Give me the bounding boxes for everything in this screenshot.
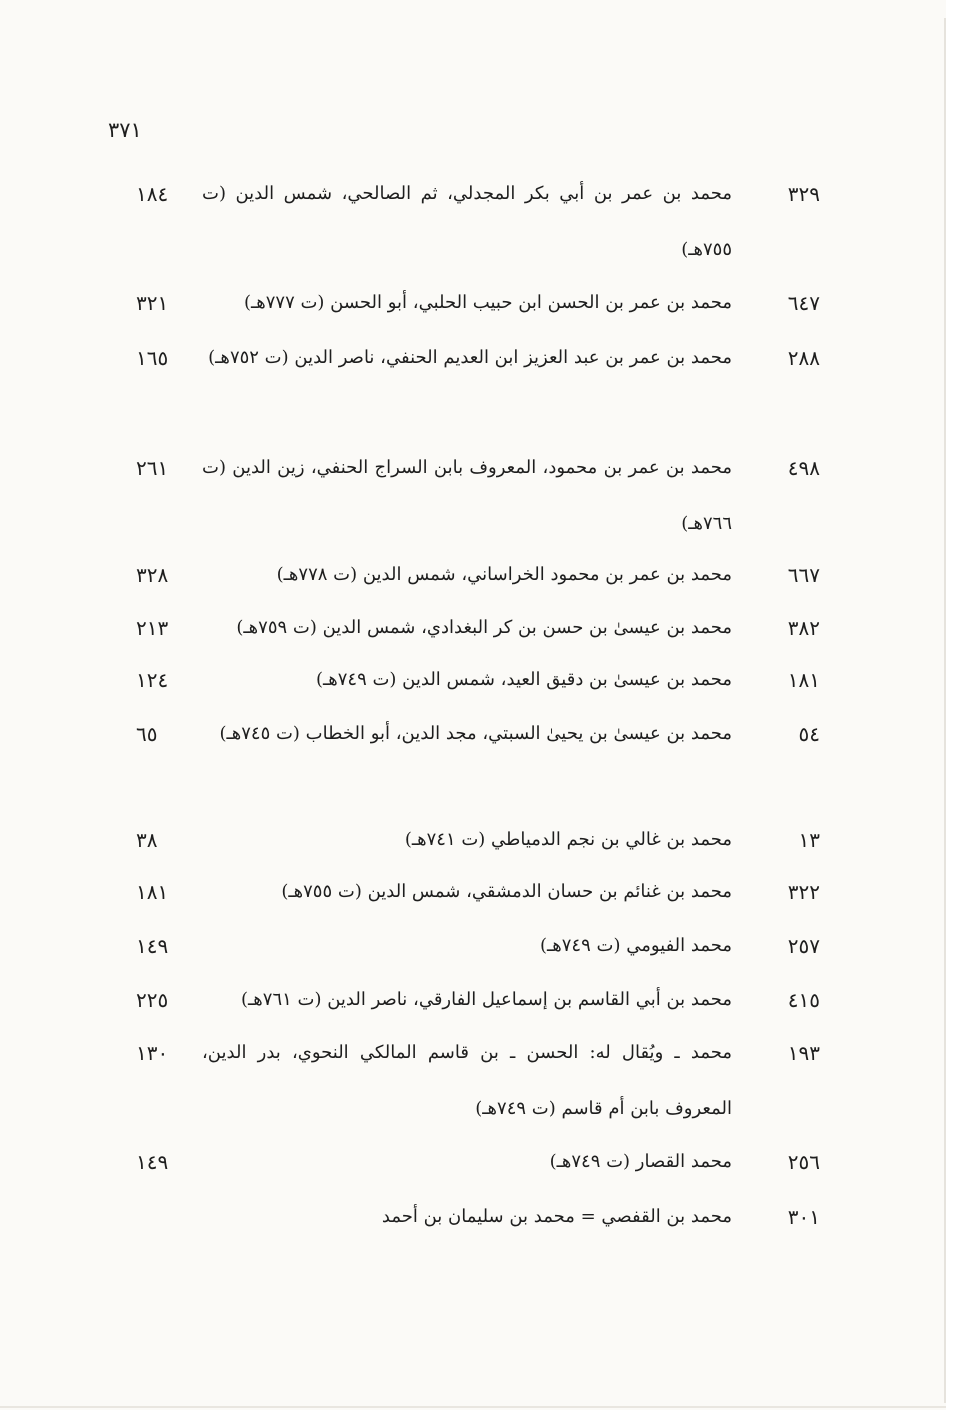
entry-text: محمد بن أبي القاسم بن إسماعيل الفارقي، ناصر الدين (ت ٧٦١هـ) [240,989,732,1010]
entry-text: محمد بن عمر بن أبي بكر المجدلي، ثم الصالحي، شمس الدين (ت ٧٥٥هـ) [202,183,732,260]
entry-number: ٣٠١ [787,1205,820,1229]
entry-number: ٢٨٨ [787,346,820,370]
entry-number: ٥٤ [798,722,820,746]
entry-number: ٦٦٧ [787,563,820,587]
entry-number: ٦٤٧ [787,291,820,315]
entry-number: ٤٩٨ [787,456,820,480]
entry-text: محمد بن عمر بن محمود، المعروف بابن السراج الحنفي، زين الدين (ت ٧٦٦هـ) [202,457,732,534]
entry-number: ١٣ [798,828,820,852]
entry-number: ١٩٣ [787,1041,820,1065]
entry-number: ٤١٥ [787,988,820,1012]
entry-number: ١٨١ [787,668,820,692]
entry-number: ٣٨٢ [787,616,820,640]
entry-page: ١٤٩ [136,1150,169,1174]
entry-text: محمد ـ ويُقال له: الحسن ـ بن قاسم المالكي النحوي، بدر الدين، المعروف بابن أم قاسم (ت ٧٤٩هـ) [202,1042,732,1119]
entry-text: محمد القصار (ت ٧٤٩هـ) [549,1151,732,1172]
entry-number: ٢٥٧ [787,934,820,958]
entry-text: محمد بن عمر بن عبد العزيز ابن العديم الحنفي، ناصر الدين (ت ٧٥٢هـ) [208,347,732,368]
entry-page: ١٢٤ [136,668,169,692]
entry-text: محمد بن عمر بن محمود الخراساني، شمس الدين (ت ٧٧٨هـ) [276,564,732,585]
entry-page: ٢٢٥ [136,988,169,1012]
entry-text: محمد بن عيسىٰ بن يحيىٰ السبتي، مجد الدين، أبو الخطاب (ت ٧٤٥هـ) [219,723,732,744]
entry-page: ١٦٥ [136,346,169,370]
entry-text: محمد بن عيسىٰ بن دقيق العيد، شمس الدين (ت ٧٤٩هـ) [315,669,732,690]
entry-page: ١٨١ [136,880,169,904]
entry-page: ٣٢١ [136,291,169,315]
entry-text: محمد الفيومي (ت ٧٤٩هـ) [539,935,732,956]
entry-page: ١٨٤ [136,182,169,206]
entry-number: ٣٢٩ [787,182,820,206]
entry-text: محمد بن عيسىٰ بن حسن بن كر البغدادي، شمس الدين (ت ٧٥٩هـ) [236,617,732,638]
entry-page: ١٣٠ [136,1041,169,1065]
entry-text: محمد بن غالي بن نجم الدمياطي (ت ٧٤١هـ) [404,829,732,850]
page-number: ٣٧١ [108,118,142,142]
entry-page: ٦٥ [136,722,158,746]
entry-text: محمد بن عمر بن الحسن ابن حبيب الحلبي، أبو الحسن (ت ٧٧٧هـ) [243,292,732,313]
entry-page: ١٤٩ [136,934,169,958]
entry-number: ٢٥٦ [787,1150,820,1174]
entry-text: محمد بن القفصي = محمد بن سليمان بن أحمد [381,1206,732,1227]
entry-page: ٣٢٨ [136,563,169,587]
entry-page: ٢١٣ [136,616,169,640]
entry-page: ٣٨ [136,828,158,852]
entry-number: ٣٢٢ [787,880,820,904]
entry-text: محمد بن غنائم بن حسان الدمشقي، شمس الدين (ت ٧٥٥هـ) [281,881,732,902]
entry-page: ٢٦١ [136,456,169,480]
